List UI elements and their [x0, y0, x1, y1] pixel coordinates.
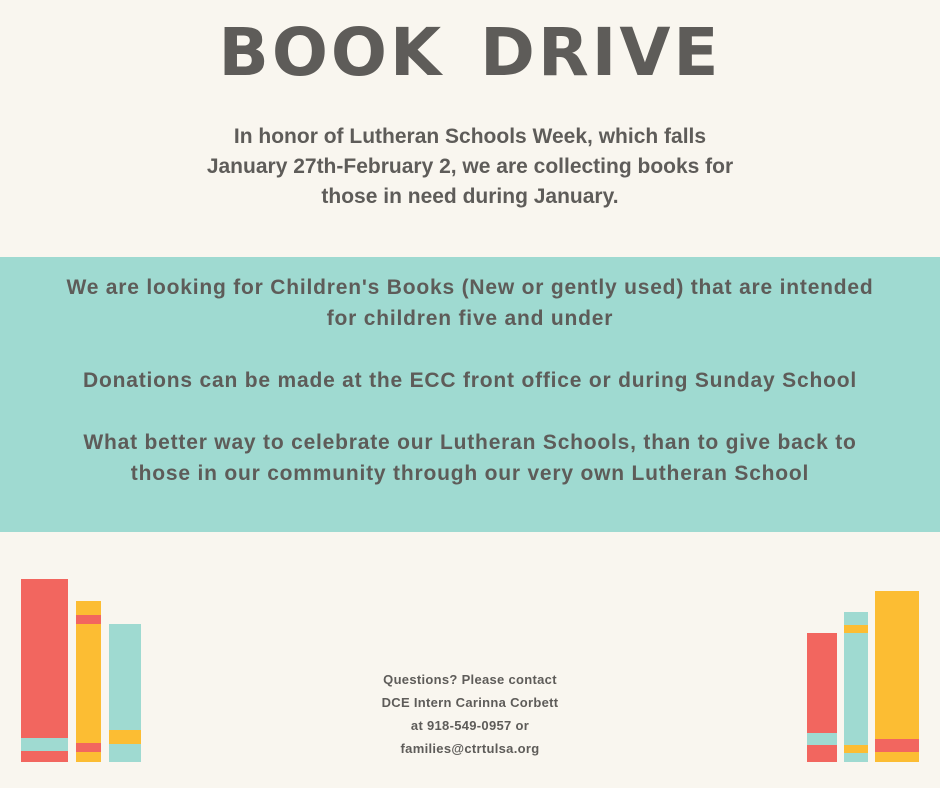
- book-illustration-red: [21, 579, 68, 762]
- book-illustration-teal: [109, 624, 141, 762]
- info-band: [0, 257, 940, 532]
- book-illustration-yellow: [76, 601, 101, 762]
- book-stripe: [21, 738, 68, 751]
- book-stripe: [807, 733, 837, 745]
- contact-line: DCE Intern Carinna Corbett: [381, 695, 559, 710]
- donation-location-text: Donations can be made at the ECC front office or during Sunday School: [83, 369, 857, 392]
- book-stripe: [844, 745, 868, 753]
- intro-line: In honor of Lutheran Schools Week, which falls: [233, 125, 707, 148]
- contact-email: families@ctrtulsa.org: [400, 741, 540, 756]
- text-line: those in our community through our very own Lutheran School: [130, 462, 810, 485]
- book-stripe: [76, 615, 101, 624]
- book-stripe: [76, 743, 101, 752]
- intro-text: [170, 122, 770, 212]
- contact-line: Questions? Please contact: [383, 672, 557, 687]
- books-wanted-text: [20, 272, 920, 334]
- text-line: What better way to celebrate our Lutheran Schools, than to give back to: [83, 431, 857, 454]
- celebrate-text: [20, 427, 920, 489]
- book-illustration-yellow: [875, 591, 919, 762]
- intro-line: those in need during January.: [321, 185, 619, 208]
- text-line: We are looking for Children's Books (New or gently used) that are intended: [66, 276, 874, 299]
- book-stripe: [875, 739, 919, 752]
- contact-info: [320, 668, 620, 760]
- book-illustration-red: [807, 633, 837, 762]
- contact-line: at 918-549-0957 or: [410, 718, 530, 733]
- book-illustration-teal: [844, 612, 868, 762]
- text-line: for children five and under: [326, 307, 614, 330]
- page-title: BOOK DRIVE: [218, 14, 722, 91]
- book-stripe: [109, 730, 141, 744]
- intro-line: January 27th-February 2, we are collecting books for: [206, 155, 734, 178]
- book-stripe: [844, 625, 868, 633]
